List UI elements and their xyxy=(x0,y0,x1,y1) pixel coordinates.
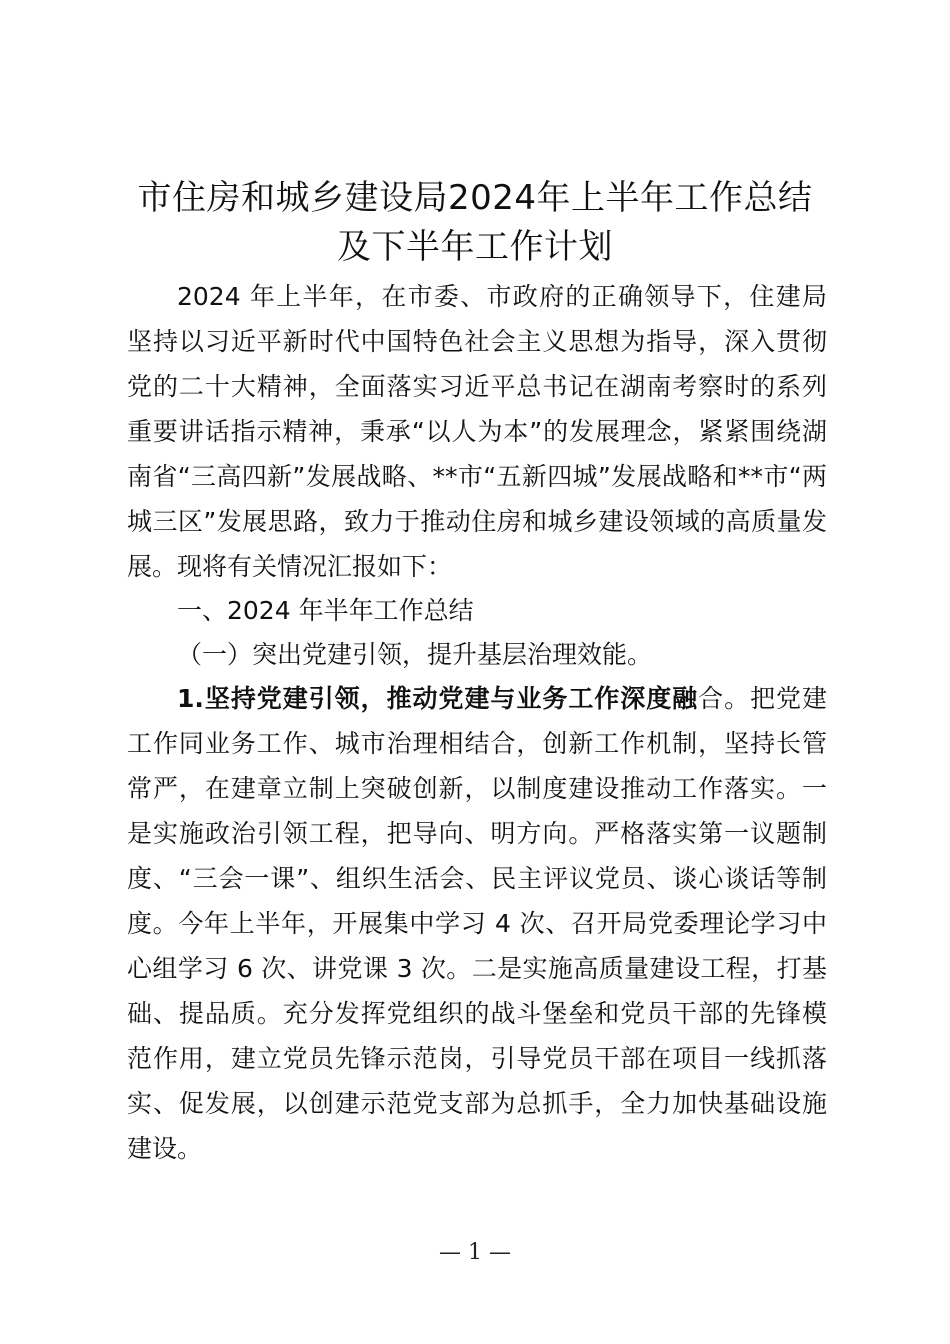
paragraph-line: 城三区”发展思路，致力于推动住房和城乡建设领域的高质量发 xyxy=(127,507,827,536)
paragraph-line: 实、促发展，以创建示范党支部为总抓手，全力加快基础设施 xyxy=(127,1089,827,1118)
item-heading-line xyxy=(177,682,827,716)
paragraph-line: 度。今年上半年，开展集中学习 4 次、召开局党委理论学习中 xyxy=(127,909,827,938)
paragraph-line: 心组学习 6 次、讲党课 3 次。二是实施高质量建设工程，打基 xyxy=(127,954,827,983)
section-heading: 一、2024 年半年工作总结 xyxy=(177,596,474,625)
paragraph-line: 础、提品质。充分发挥党组织的战斗堡垒和党员干部的先锋模 xyxy=(127,999,827,1028)
page-number: — 1 — xyxy=(439,1240,511,1265)
paragraph-line: 建设。 xyxy=(127,1134,203,1163)
paragraph-line: 党的二十大精神，全面落实习近平总书记在湖南考察时的系列 xyxy=(127,372,827,401)
item-heading-rest: 合。把党建 xyxy=(698,684,827,713)
paragraph-line: 是实施政治引领工程，把导向、明方向。严格落实第一议题制 xyxy=(127,819,827,848)
paragraph-line: 范作用，建立党员先锋示范岗，引导党员干部在项目一线抓落 xyxy=(127,1044,827,1073)
paragraph-line: 重要讲话指示精神，秉承“以人为本”的发展理念，紧紧围绕湖 xyxy=(127,417,827,446)
paragraph-line: 南省“三高四新”发展战略、**市“五新四城”发展战略和**市“两 xyxy=(127,462,827,491)
document-title-line-1: 市住房和城乡建设局2024年上半年工作总结 xyxy=(137,178,813,218)
subsection-heading: （一）突出党建引领，提升基层治理效能。 xyxy=(177,640,653,669)
item-heading-bold: 1.坚持党建引领，推动党建与业务工作深度融 xyxy=(177,684,699,713)
document-title-line-2: 及下半年工作计划 xyxy=(337,227,613,267)
paragraph-line: 工作同业务工作、城市治理相结合，创新工作机制，坚持长管 xyxy=(127,729,827,758)
paragraph-line: 坚持以习近平新时代中国特色社会主义思想为指导，深入贯彻 xyxy=(127,327,827,356)
paragraph-line: 度、“三会一课”、组织生活会、民主评议党员、谈心谈话等制 xyxy=(127,864,827,893)
paragraph-line: 2024 年上半年，在市委、市政府的正确领导下，住建局 xyxy=(177,282,827,311)
paragraph-line: 展。现将有关情况汇报如下： xyxy=(127,552,453,581)
paragraph-line: 常严，在建章立制上突破创新，以制度建设推动工作落实。一 xyxy=(127,774,827,803)
